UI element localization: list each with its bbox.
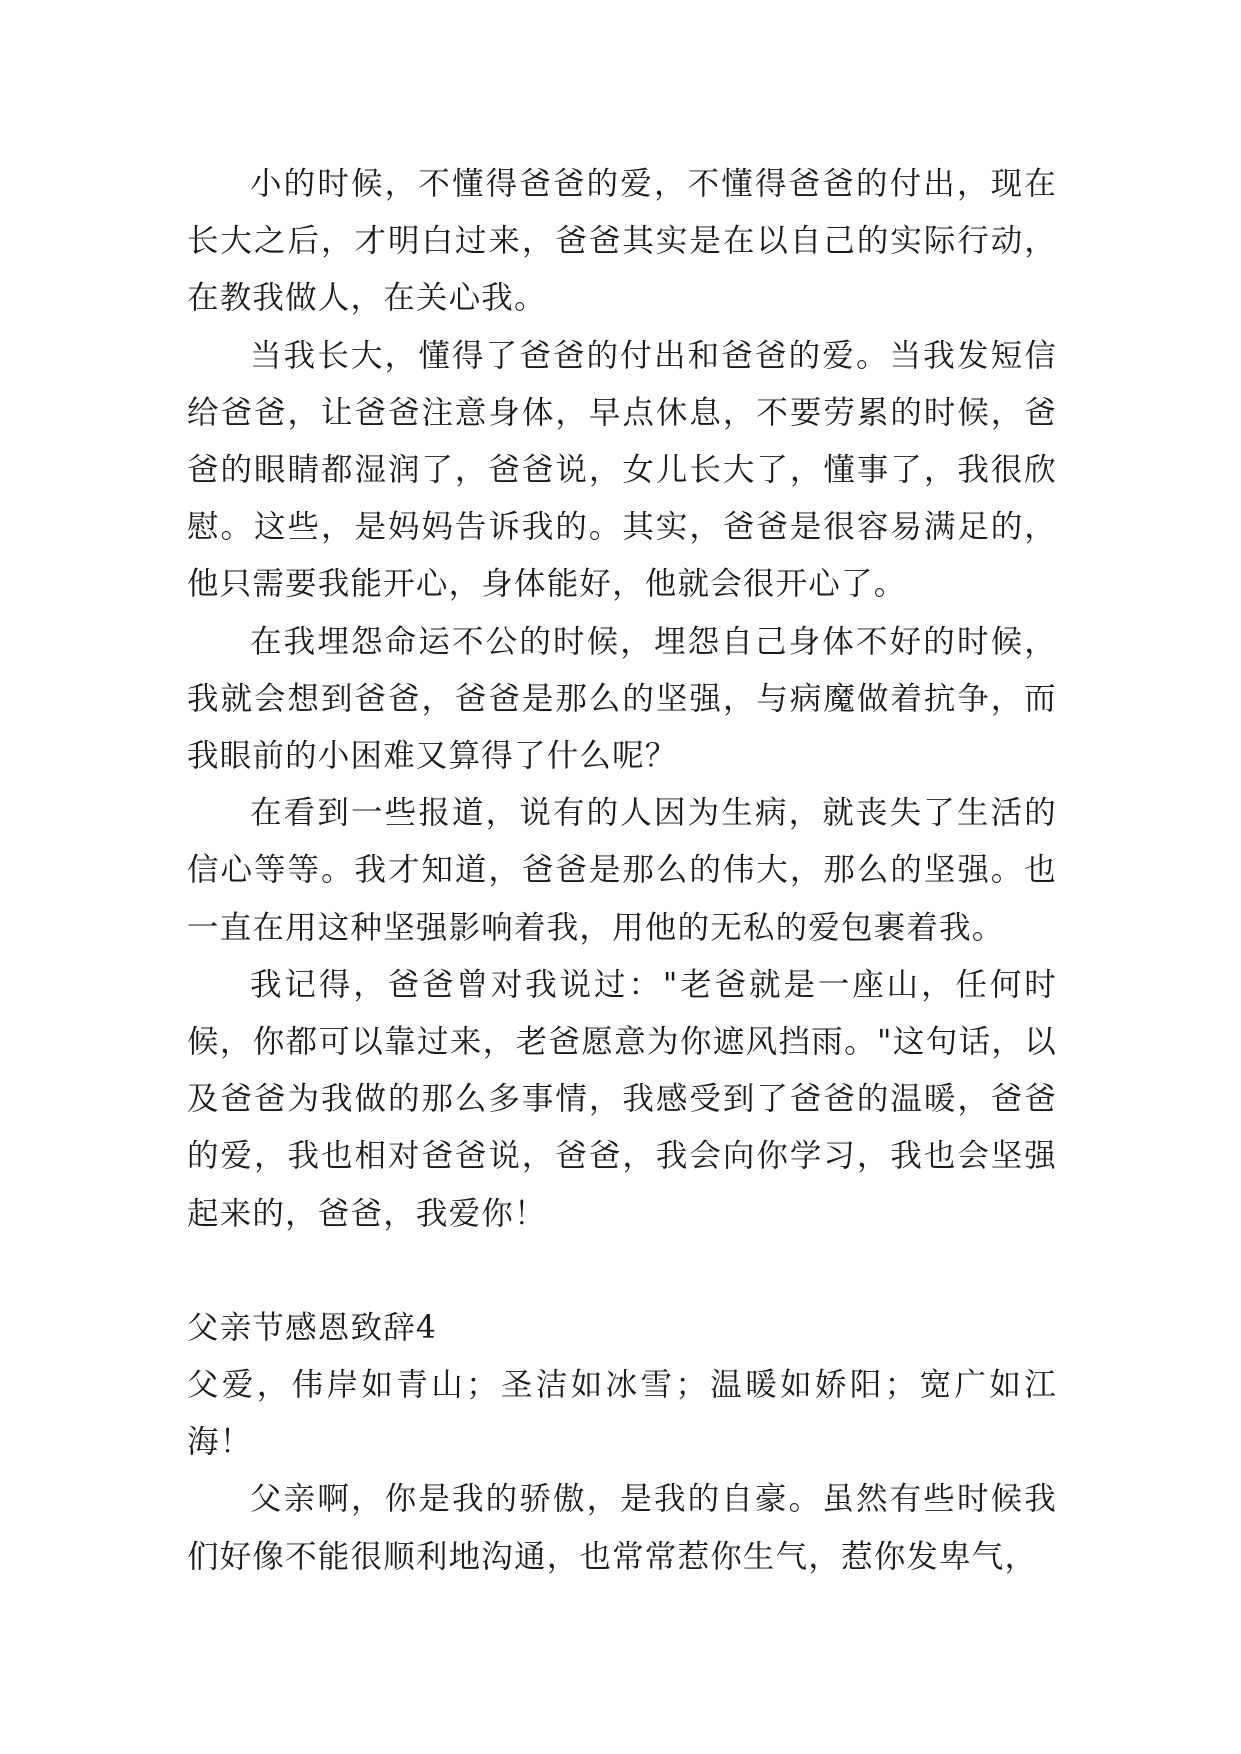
paragraph-6: 父亲啊，你是我的骄傲，是我的自豪。虽然有些时候我们好像不能很顺利地沟通，也常常惹你生气，惹你发卑气， — [187, 1481, 1057, 1575]
paragraph-2: 当我长大，懂得了爸爸的付出和爸爸的爱。当我发短信给爸爸，让爸爸注意身体，早点休息，不要劳累的时候，爸爸的眼睛都湿润了，爸爸说，女儿长大了，懂事了，我很欣慰。这些，是妈妈告诉我的。其实，爸爸是很容易满足的，他只需要我能开心，身体能好，他就会很开心了。 — [187, 337, 1057, 603]
section-gap — [187, 1243, 1057, 1300]
paragraph-1: 小的时候，不懂得爸爸的爱，不懂得爸爸的付出，现在长大之后，才明白过来，爸爸其实是在以自己的实际行动，在教我做人，在关心我。 — [187, 166, 1057, 317]
paragraph-4: 在看到一些报道，说有的人因为生病，就丧失了生活的信心等等。我才知道，爸爸是那么的伟大，那么的坚强。也一直在用这种坚强影响着我，用他的无私的爱包裹着我。 — [187, 795, 1057, 946]
paragraph-3: 在我埋怨命运不公的时候，埋怨自己身体不好的时候，我就会想到爸爸，爸爸是那么的坚强，与病魔做着抗争，而我眼前的小困难又算得了什么呢？ — [187, 623, 1057, 775]
section-intro: 父爱，伟岸如青山；圣洁如冰雪；温暖如娇阳；宽广如江海！ — [187, 1367, 1057, 1461]
document-body — [187, 156, 1057, 1586]
section-title: 父亲节感恩致辞4 — [187, 1309, 438, 1346]
paragraph-5: 我记得，爸爸曾对我说过："老爸就是一座山，任何时候，你都可以靠过来，老爸愿意为你遮风挡雨。"这句话，以及爸爸为我做的那么多事情，我感受到了爸爸的温暖，爸爸的爱，我也相对爸爸说，爸爸，我会向你学习，我也会坚强起来的，爸爸，我爱你！ — [187, 966, 1057, 1232]
